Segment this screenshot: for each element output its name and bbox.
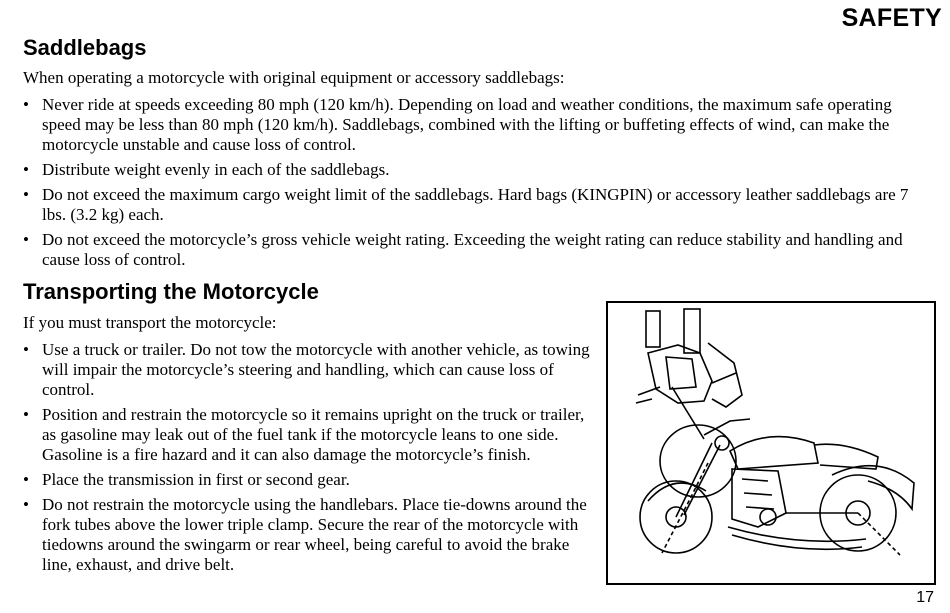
transport-bullet: • Place the transmission in first or second gear. (23, 470, 591, 490)
page-header-title: SAFETY (841, 4, 942, 32)
saddlebags-bullet-list (23, 95, 933, 275)
transport-bullet: • Use a truck or trailer. Do not tow the motorcycle with another vehicle, as towing will impair the motorcycle’s steering and handling, which can cause loss of control. (23, 340, 591, 400)
transport-intro: If you must transport the motorcycle: (23, 313, 277, 332)
transport-bullet: • Do not restrain the motorcycle using the handlebars. Place tie-downs around the fork tubes above the lower triple clamp. Secure the rear of the motorcycle with tiedowns around the swingarm or rear wheel, being careful to avoid the brake line, exhaust, and drive belt. (23, 495, 591, 575)
saddlebags-heading: Saddlebags (23, 35, 147, 60)
motorcycle-tiedown-illustration (606, 301, 936, 585)
transport-bullet-list (23, 340, 591, 580)
saddlebags-bullet: • Do not exceed the motorcycle’s gross vehicle weight rating. Exceeding the weight rating can reduce stability and handling and cause loss of control. (23, 230, 933, 270)
saddlebags-bullet: • Distribute weight evenly in each of the saddlebags. (23, 160, 933, 180)
saddlebags-bullet: • Never ride at speeds exceeding 80 mph (120 km/h). Depending on load and weather conditions, the maximum safe operating speed may be less than 80 mph (120 km/h). Saddlebags, combined with the lifting or buffeting effects of wind, can make the motorcycle unstable and cause loss of control. (23, 95, 933, 155)
page-number: 17 (916, 589, 934, 606)
motorcycle-drawing (608, 303, 934, 583)
saddlebags-bullet: • Do not exceed the maximum cargo weight limit of the saddlebags. Hard bags (KINGPIN) or accessory leather saddlebags are 7 lbs. (3.2 kg) each. (23, 185, 933, 225)
transport-heading: Transporting the Motorcycle (23, 279, 319, 304)
saddlebags-intro: When operating a motorcycle with original equipment or accessory saddlebags: (23, 68, 565, 87)
transport-bullet: • Position and restrain the motorcycle so it remains upright on the truck or trailer, as gasoline may leak out of the fuel tank if the motorcycle leans to one side. Gasoline is a fire hazard and it can also damage the motorcycle’s finish. (23, 405, 591, 465)
